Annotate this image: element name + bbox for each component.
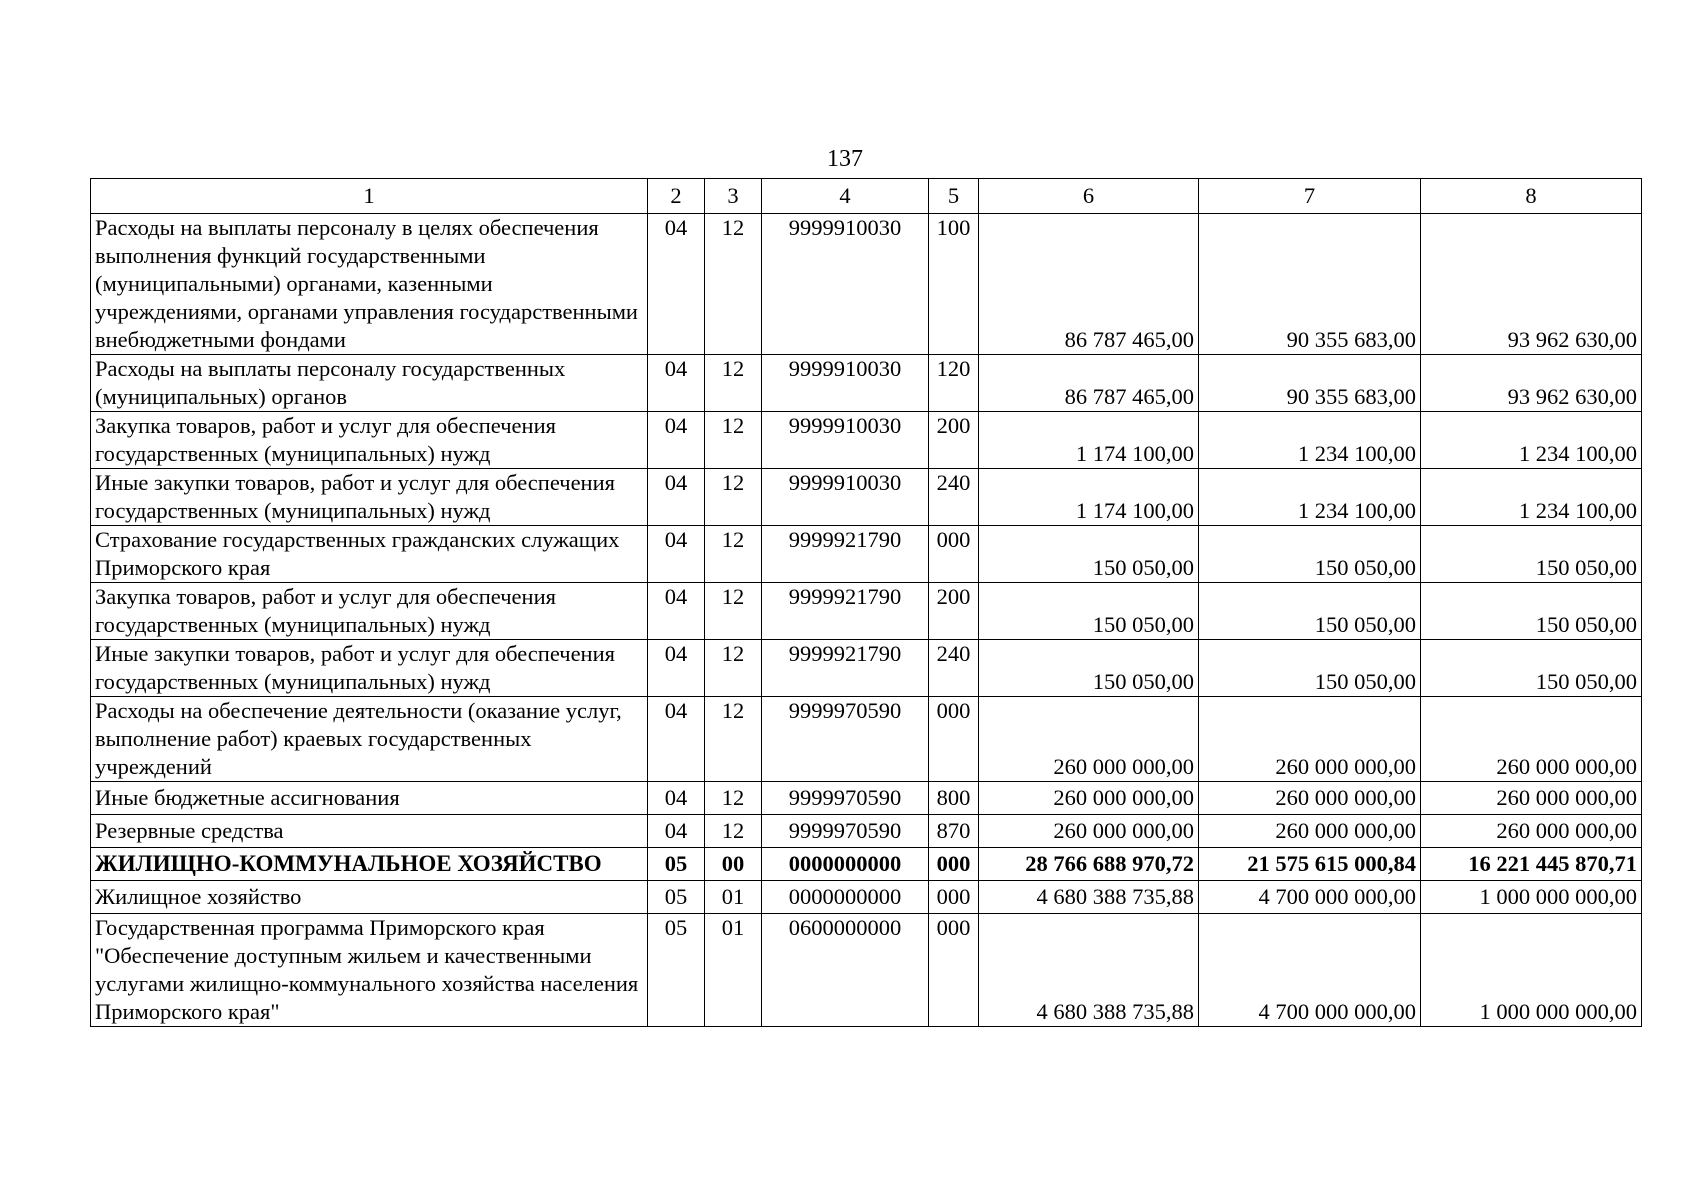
amount-year-3: 260 000 000,00	[1421, 815, 1642, 848]
column-number: 4	[762, 179, 929, 214]
section-code: 05	[648, 881, 705, 914]
column-number: 3	[705, 179, 762, 214]
target-article-code: 0000000000	[762, 848, 929, 881]
amount-year-3: 1 000 000 000,00	[1421, 914, 1642, 1027]
expense-type-code: 200	[929, 583, 979, 640]
subsection-code: 12	[705, 697, 762, 782]
subsection-code: 00	[705, 848, 762, 881]
table-body	[91, 179, 1642, 1027]
section-code: 04	[648, 815, 705, 848]
amount-year-3: 1 234 100,00	[1421, 412, 1642, 469]
amount-year-3: 260 000 000,00	[1421, 697, 1642, 782]
amount-year-3: 260 000 000,00	[1421, 782, 1642, 815]
item-name: Государственная программа Приморского края "Обеспечение доступным жильем и качественными услугами жилищно-коммунального хозяйства населения Приморского края"	[91, 914, 648, 1027]
subsection-code: 12	[705, 782, 762, 815]
item-name: Закупка товаров, работ и услуг для обеспечения государственных (муниципальных) нужд	[91, 583, 648, 640]
subsection-code: 12	[705, 355, 762, 412]
table-row	[91, 914, 1642, 1027]
expense-type-code: 200	[929, 412, 979, 469]
amount-year-1: 1 174 100,00	[979, 412, 1199, 469]
target-article-code: 9999921790	[762, 583, 929, 640]
expense-type-code: 000	[929, 914, 979, 1027]
amount-year-3: 150 050,00	[1421, 526, 1642, 583]
subsection-code: 12	[705, 815, 762, 848]
table-row	[91, 848, 1642, 881]
target-article-code: 9999910030	[762, 412, 929, 469]
amount-year-2: 1 234 100,00	[1199, 412, 1421, 469]
section-code: 05	[648, 848, 705, 881]
amount-year-2: 260 000 000,00	[1199, 782, 1421, 815]
amount-year-2: 150 050,00	[1199, 640, 1421, 697]
amount-year-1: 150 050,00	[979, 526, 1199, 583]
target-article-code: 9999921790	[762, 526, 929, 583]
page-number: 137	[827, 146, 863, 172]
item-name: Расходы на выплаты персоналу государственных (муниципальных) органов	[91, 355, 648, 412]
column-number: 5	[929, 179, 979, 214]
expense-type-code: 100	[929, 214, 979, 355]
amount-year-3: 150 050,00	[1421, 640, 1642, 697]
section-code: 05	[648, 914, 705, 1027]
item-name: Страхование государственных гражданских служащих Приморского края	[91, 526, 648, 583]
amount-year-2: 90 355 683,00	[1199, 355, 1421, 412]
amount-year-1: 150 050,00	[979, 583, 1199, 640]
section-code: 04	[648, 640, 705, 697]
expense-type-code: 870	[929, 815, 979, 848]
amount-year-2: 260 000 000,00	[1199, 697, 1421, 782]
subsection-code: 12	[705, 583, 762, 640]
subsection-code: 12	[705, 412, 762, 469]
target-article-code: 9999970590	[762, 815, 929, 848]
target-article-code: 0600000000	[762, 914, 929, 1027]
amount-year-1: 28 766 688 970,72	[979, 848, 1199, 881]
amount-year-1: 260 000 000,00	[979, 782, 1199, 815]
amount-year-3: 1 234 100,00	[1421, 469, 1642, 526]
column-number: 2	[648, 179, 705, 214]
amount-year-3: 150 050,00	[1421, 583, 1642, 640]
subsection-code: 12	[705, 640, 762, 697]
amount-year-3: 1 000 000 000,00	[1421, 881, 1642, 914]
expense-type-code: 000	[929, 881, 979, 914]
budget-table	[90, 178, 1642, 1027]
subsection-code: 12	[705, 214, 762, 355]
target-article-code: 9999910030	[762, 469, 929, 526]
expense-type-code: 120	[929, 355, 979, 412]
section-code: 04	[648, 782, 705, 815]
amount-year-1: 150 050,00	[979, 640, 1199, 697]
item-name: Иные закупки товаров, работ и услуг для обеспечения государственных (муниципальных) нужд	[91, 640, 648, 697]
amount-year-2: 1 234 100,00	[1199, 469, 1421, 526]
section-code: 04	[648, 214, 705, 355]
column-number-row	[91, 179, 1642, 214]
table-row	[91, 583, 1642, 640]
target-article-code: 9999910030	[762, 355, 929, 412]
expense-type-code: 000	[929, 848, 979, 881]
amount-year-1: 4 680 388 735,88	[979, 914, 1199, 1027]
table-row	[91, 815, 1642, 848]
column-number: 6	[979, 179, 1199, 214]
amount-year-2: 260 000 000,00	[1199, 815, 1421, 848]
expense-type-code: 240	[929, 640, 979, 697]
expense-type-code: 800	[929, 782, 979, 815]
item-name: Закупка товаров, работ и услуг для обеспечения государственных (муниципальных) нужд	[91, 412, 648, 469]
column-number: 7	[1199, 179, 1421, 214]
amount-year-2: 4 700 000 000,00	[1199, 914, 1421, 1027]
target-article-code: 9999921790	[762, 640, 929, 697]
table-row	[91, 355, 1642, 412]
amount-year-2: 90 355 683,00	[1199, 214, 1421, 355]
subsection-code: 01	[705, 881, 762, 914]
amount-year-2: 4 700 000 000,00	[1199, 881, 1421, 914]
target-article-code: 0000000000	[762, 881, 929, 914]
amount-year-1: 86 787 465,00	[979, 355, 1199, 412]
subsection-code: 12	[705, 469, 762, 526]
section-code: 04	[648, 355, 705, 412]
item-name: Иные бюджетные ассигнования	[91, 782, 648, 815]
amount-year-3: 93 962 630,00	[1421, 214, 1642, 355]
target-article-code: 9999910030	[762, 214, 929, 355]
table-row	[91, 469, 1642, 526]
target-article-code: 9999970590	[762, 782, 929, 815]
amount-year-3: 16 221 445 870,71	[1421, 848, 1642, 881]
amount-year-1: 4 680 388 735,88	[979, 881, 1199, 914]
table-row	[91, 697, 1642, 782]
amount-year-1: 260 000 000,00	[979, 815, 1199, 848]
section-code: 04	[648, 412, 705, 469]
table-row	[91, 782, 1642, 815]
subsection-code: 01	[705, 914, 762, 1027]
expense-type-code: 000	[929, 697, 979, 782]
section-code: 04	[648, 469, 705, 526]
subsection-code: 12	[705, 526, 762, 583]
amount-year-2: 21 575 615 000,84	[1199, 848, 1421, 881]
amount-year-2: 150 050,00	[1199, 526, 1421, 583]
item-name: Резервные средства	[91, 815, 648, 848]
item-name: ЖИЛИЩНО-КОММУНАЛЬНОЕ ХОЗЯЙСТВО	[91, 848, 648, 881]
column-number: 1	[91, 179, 648, 214]
section-code: 04	[648, 697, 705, 782]
section-code: 04	[648, 526, 705, 583]
amount-year-1: 1 174 100,00	[979, 469, 1199, 526]
table-row	[91, 526, 1642, 583]
table-row	[91, 214, 1642, 355]
table-row	[91, 640, 1642, 697]
item-name: Иные закупки товаров, работ и услуг для обеспечения государственных (муниципальных) нужд	[91, 469, 648, 526]
amount-year-1: 86 787 465,00	[979, 214, 1199, 355]
section-code: 04	[648, 583, 705, 640]
item-name: Жилищное хозяйство	[91, 881, 648, 914]
amount-year-3: 93 962 630,00	[1421, 355, 1642, 412]
table-row	[91, 412, 1642, 469]
amount-year-1: 260 000 000,00	[979, 697, 1199, 782]
expense-type-code: 000	[929, 526, 979, 583]
table-row	[91, 881, 1642, 914]
column-number: 8	[1421, 179, 1642, 214]
item-name: Расходы на обеспечение деятельности (оказание услуг, выполнение работ) краевых государственных учреждений	[91, 697, 648, 782]
target-article-code: 9999970590	[762, 697, 929, 782]
amount-year-2: 150 050,00	[1199, 583, 1421, 640]
item-name: Расходы на выплаты персоналу в целях обеспечения выполнения функций государственными (муниципальными) органами, казенными учреждениями, органами управления государственными внебюджетными фондами	[91, 214, 648, 355]
expense-type-code: 240	[929, 469, 979, 526]
